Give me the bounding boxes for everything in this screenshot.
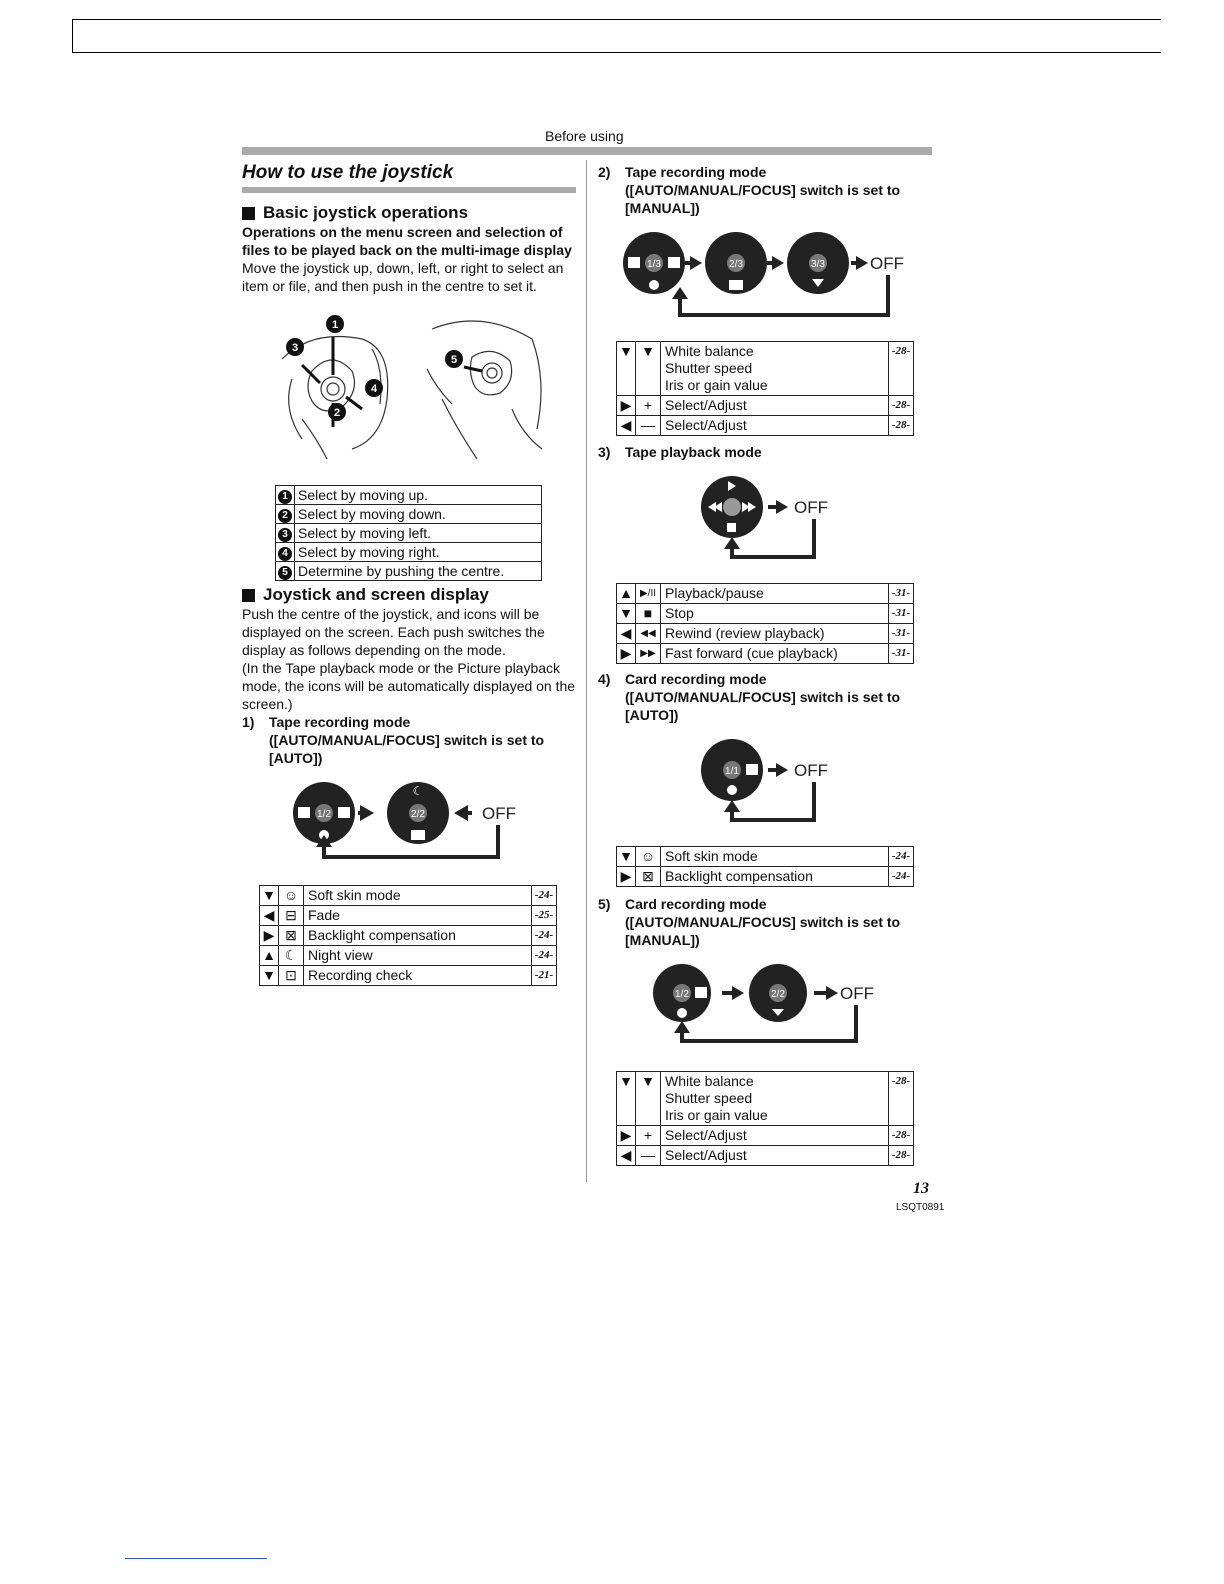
table-row (617, 1126, 914, 1146)
mode-3-table (616, 583, 914, 664)
minus-icon: — (636, 1146, 661, 1166)
circled-number-icon: 5 (278, 566, 292, 580)
circled-number-icon: 4 (278, 547, 292, 561)
stop-icon: ■ (636, 604, 661, 624)
arrow-icon: ▼ (617, 342, 636, 396)
arrow-icon: ▲ (617, 584, 636, 604)
mode-2-dial-diagram (598, 231, 932, 331)
svg-text:1/2: 1/2 (675, 989, 689, 1000)
mode-4-dial-diagram (598, 732, 932, 832)
top-border-box (72, 19, 1161, 53)
arrow-icon: ▼ (617, 604, 636, 624)
page-ref: -31- (889, 604, 914, 624)
page-ref: -28- (889, 342, 914, 396)
page-ref: -28- (889, 1126, 914, 1146)
row-text: Fast forward (cue playback) (661, 644, 889, 664)
page-number: 13 (913, 1180, 929, 1197)
row-text: Stop (661, 604, 889, 624)
page-ref: -24- (889, 847, 914, 867)
svg-text:☾: ☾ (412, 784, 424, 798)
operation-text: Select by moving up. (295, 486, 542, 505)
manual-menu-icon: ▼ (636, 1072, 661, 1126)
page-ref: -24- (532, 886, 557, 906)
fade-icon: ⊟ (279, 906, 304, 926)
table-row (260, 886, 557, 906)
row-text: Select/Adjust (661, 1126, 889, 1146)
display-text-2: (In the Tape playback mode or the Picture playback mode, the icons will be automatically displayed on the screen.) (242, 660, 576, 712)
svg-text:1/1: 1/1 (725, 766, 739, 777)
operation-text: Determine by pushing the centre. (295, 562, 542, 581)
table-row (617, 624, 914, 644)
svg-text:OFF: OFF (794, 498, 828, 517)
mode-5-dial-diagram (598, 959, 932, 1059)
display-text-1: Push the centre of the joystick, and icons will be displayed on the screen. Each push switches the display as follows depending on the mode. (242, 606, 545, 658)
arrow-icon: ▼ (260, 966, 279, 986)
basic-heading: Basic joystick operations (242, 203, 576, 223)
mode-5-subtitle: ([AUTO/MANUAL/FOCUS] switch is set to [MANUAL]) (625, 914, 901, 948)
svg-text:1: 1 (331, 319, 339, 331)
arrow-icon: ◀ (617, 624, 636, 644)
page-ref: -31- (889, 584, 914, 604)
header-rule (242, 147, 932, 155)
page-ref: -24- (532, 946, 557, 966)
mode-4-subtitle: ([AUTO/MANUAL/FOCUS] switch is set to [AUTO]) (625, 689, 901, 723)
svg-text:3: 3 (291, 342, 299, 354)
rewind-icon: ◀◀ (636, 624, 661, 644)
row-text: White balance Shutter speed Iris or gain value (661, 1072, 889, 1126)
svg-text:2/3: 2/3 (729, 259, 743, 270)
mode-1-dial-diagram (242, 777, 576, 877)
row-text: Fade (304, 906, 532, 926)
page-ref: -28- (889, 1072, 914, 1126)
row-text: Playback/pause (661, 584, 889, 604)
basic-text: Move the joystick up, down, left, or right to select an item or file, and then push in the centre to set it. (242, 260, 564, 294)
recording-check-icon: ⊡ (279, 966, 304, 986)
row-text: Select/Adjust (661, 1146, 889, 1166)
table-row (617, 584, 914, 604)
table-row (276, 562, 542, 581)
mode-5-table (616, 1071, 914, 1166)
page-ref: -25- (532, 906, 557, 926)
row-text: Backlight compensation (304, 926, 532, 946)
table-row (260, 966, 557, 986)
svg-text:5: 5 (450, 354, 458, 366)
page-ref: -24- (889, 867, 914, 887)
minus-icon: — (636, 416, 661, 436)
operations-table (275, 485, 542, 581)
svg-text:2/2: 2/2 (771, 989, 785, 1000)
table-row (617, 396, 914, 416)
arrow-icon: ▼ (617, 847, 636, 867)
table-row (617, 644, 914, 664)
circled-number-icon: 3 (278, 528, 292, 542)
fast-forward-icon: ▶▶ (636, 644, 661, 664)
operation-text: Select by moving left. (295, 524, 542, 543)
operation-text: Select by moving down. (295, 505, 542, 524)
page-ref: -31- (889, 624, 914, 644)
mode-1-subtitle: ([AUTO/MANUAL/FOCUS] switch is set to [AUTO]) (269, 732, 545, 766)
mode-2-subtitle: ([AUTO/MANUAL/FOCUS] switch is set to [MANUAL]) (625, 182, 901, 216)
arrow-icon: ◀ (617, 416, 636, 436)
table-row (617, 1072, 914, 1126)
joystick-illustration (242, 309, 576, 459)
svg-text:1/2: 1/2 (317, 809, 331, 820)
row-text: Night view (304, 946, 532, 966)
arrow-icon: ▶ (617, 867, 636, 887)
table-row (617, 416, 914, 436)
svg-text:OFF: OFF (840, 984, 874, 1003)
backlight-icon: ⊠ (636, 867, 661, 887)
soft-skin-icon: ☺ (279, 886, 304, 906)
page-ref: -28- (889, 1146, 914, 1166)
svg-text:2/2: 2/2 (411, 809, 425, 820)
svg-text:4: 4 (370, 383, 378, 395)
arrow-icon: ◀ (617, 1146, 636, 1166)
row-text: Soft skin mode (661, 847, 889, 867)
manual-menu-icon: ▼ (636, 342, 661, 396)
display-heading: Joystick and screen display (242, 585, 576, 605)
table-row (617, 867, 914, 887)
basic-bold-intro: Operations on the menu screen and selection of files to be played back on the multi-image display (242, 224, 572, 258)
svg-text:2: 2 (333, 407, 341, 419)
mode-3-heading: 3) Tape playback mode (598, 444, 762, 460)
svg-text:OFF: OFF (482, 804, 516, 823)
arrow-icon: ▶ (617, 1126, 636, 1146)
row-text: Rewind (review playback) (661, 624, 889, 644)
mode-2-heading: 2) Tape recording mode (598, 164, 767, 180)
square-bullet-icon (242, 589, 255, 602)
soft-skin-icon: ☺ (636, 847, 661, 867)
mode-1-heading: 1) Tape recording mode (242, 714, 411, 730)
table-row (260, 906, 557, 926)
svg-text:OFF: OFF (870, 254, 904, 273)
table-row (617, 604, 914, 624)
svg-text:OFF: OFF (794, 761, 828, 780)
left-column (242, 160, 576, 986)
mode-4-table (616, 846, 914, 887)
arrow-icon: ▼ (260, 886, 279, 906)
table-row (276, 524, 542, 543)
section-label: Before using (545, 128, 624, 144)
table-row (260, 926, 557, 946)
square-bullet-icon (242, 207, 255, 220)
row-text: Recording check (304, 966, 532, 986)
table-row (276, 543, 542, 562)
arrow-icon: ▶ (617, 644, 636, 664)
svg-text:1/3: 1/3 (647, 259, 661, 270)
arrow-icon: ◀ (260, 906, 279, 926)
table-row (617, 847, 914, 867)
row-text: Backlight compensation (661, 867, 889, 887)
column-divider (586, 160, 587, 1182)
mode-2-table (616, 341, 914, 436)
mode-3-dial-diagram (598, 469, 932, 569)
row-text: Soft skin mode (304, 886, 532, 906)
plus-icon: + (636, 1126, 661, 1146)
plus-icon: + (636, 396, 661, 416)
row-text: Select/Adjust (661, 396, 889, 416)
title-rule (242, 187, 576, 193)
table-row (617, 1146, 914, 1166)
circled-number-icon: 1 (278, 490, 292, 504)
mode-5-heading: 5) Card recording mode (598, 896, 767, 912)
footer-rule (125, 1558, 267, 1559)
mode-1-table (259, 885, 557, 986)
arrow-icon: ▶ (617, 396, 636, 416)
backlight-icon: ⊠ (279, 926, 304, 946)
page-ref: -24- (532, 926, 557, 946)
page-title: How to use the joystick (242, 162, 454, 183)
right-column (598, 160, 932, 1166)
table-row (260, 946, 557, 966)
arrow-icon: ▲ (260, 946, 279, 966)
svg-text:3/3: 3/3 (811, 259, 825, 270)
document-code: LSQT0891 (896, 1202, 945, 1213)
table-row (617, 342, 914, 396)
page-ref: -28- (889, 396, 914, 416)
page-ref: -21- (532, 966, 557, 986)
table-row (276, 486, 542, 505)
page-ref: -31- (889, 644, 914, 664)
circled-number-icon: 2 (278, 509, 292, 523)
row-text: Select/Adjust (661, 416, 889, 436)
play-pause-icon: ▶/II (636, 584, 661, 604)
page-ref: -28- (889, 416, 914, 436)
arrow-icon: ▶ (260, 926, 279, 946)
arrow-icon: ▼ (617, 1072, 636, 1126)
row-text: White balance Shutter speed Iris or gain value (661, 342, 889, 396)
night-view-icon: ☾ (279, 946, 304, 966)
mode-4-heading: 4) Card recording mode (598, 671, 767, 687)
table-row (276, 505, 542, 524)
operation-text: Select by moving right. (295, 543, 542, 562)
